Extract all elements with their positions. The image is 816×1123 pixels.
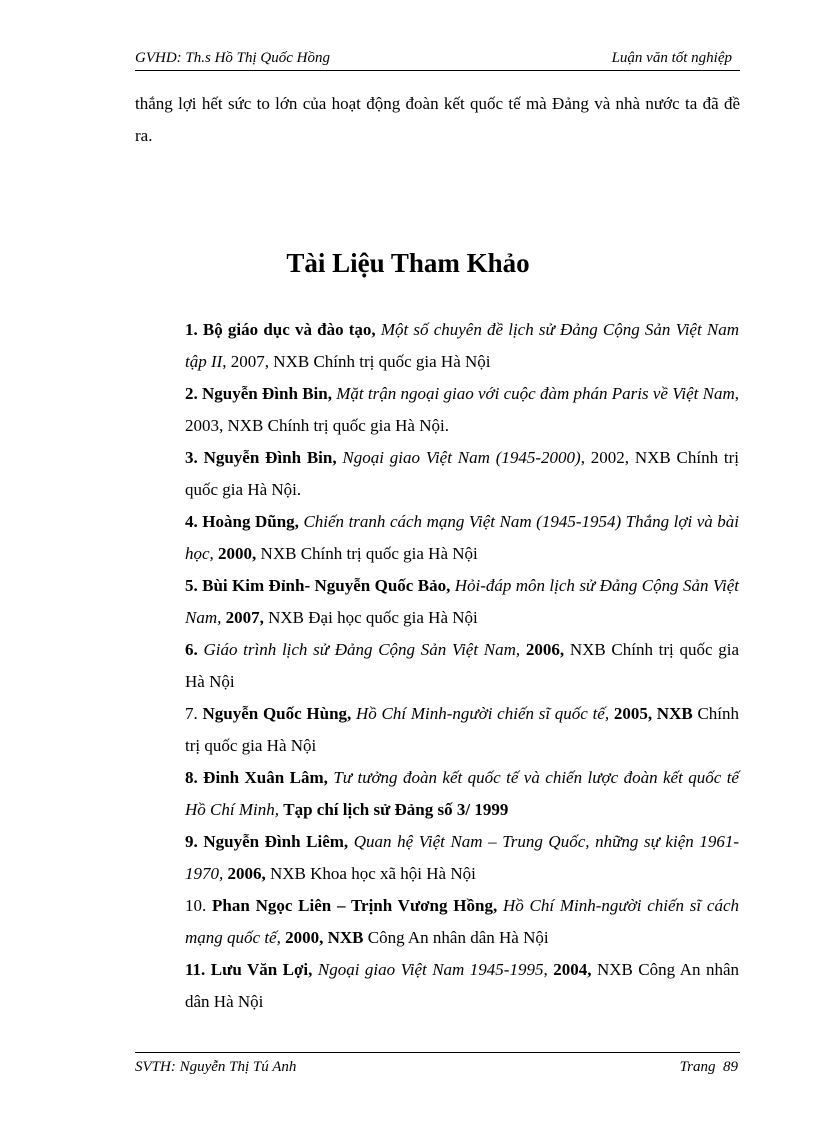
reference-segment: 2000, NXB [285,928,368,947]
reference-segment: 11. Lưu Văn Lợi, [185,960,318,979]
reference-segment: 1. Bộ giáo dục và đào tạo, [185,320,381,339]
reference-segment: 4. Hoàng Dũng, [185,512,304,531]
reference-item [185,826,739,890]
reference-item [185,762,739,826]
reference-segment: NXB Đại học quốc gia Hà Nội [268,608,478,627]
reference-segment: Chiến tranh cách mạng Việt Nam (1945-1954) Thắng lợi và bài học, [185,512,739,563]
reference-item [185,378,739,442]
reference-segment: Một số chuyên đề lịch sử Đảng Cộng Sản Việt Nam tập II [185,320,739,371]
reference-segment: Mặt trận ngoại giao với cuộc đàm phán Paris về Việt Nam [336,384,735,403]
reference-segment: 2005, NXB [613,704,698,723]
footer-author: SVTH: Nguyễn Thị Tú Anh [135,1059,297,1075]
reference-segment: 8. Đinh Xuân Lâm, [185,768,334,787]
reference-segment: 2007, [225,608,269,627]
reference-item [185,506,739,570]
reference-segment: Tư tưởng đoàn kết quốc tế và chiến lược đoàn kết quốc tế Hồ Chí Minh, [185,768,739,819]
reference-segment: , 2003, NXB Chính trị quốc gia Hà Nội. [185,384,739,435]
reference-segment: 6. [185,640,204,659]
reference-item [185,570,739,634]
footer-page-number: Trang 89 [679,1059,738,1075]
page-header [135,48,740,71]
reference-segment: 3. Nguyễn Đình Bin, [185,448,343,467]
reference-segment: 2000, [218,544,261,563]
reference-segment: NXB Công An nhân dân Hà Nội [185,960,739,1011]
reference-segment: NXB Chính trị quốc gia Hà Nội [260,544,478,563]
reference-segment: 7. [185,704,203,723]
reference-segment: Hỏi-đáp môn lịch sử Đảng Cộng Sản Việt Nam, [185,576,739,627]
reference-segment: , 2002, NXB Chính trị quốc gia Hà Nội. [185,448,740,499]
reference-item [185,890,739,954]
reference-segment: 2006, [227,864,270,883]
reference-segment: , 2007, NXB Chính trị quốc gia Hà Nội [222,352,491,371]
reference-segment: 10. [185,896,213,915]
intro-paragraph: thắng lợi hết sức to lớn của hoạt động đoàn kết quốc tế mà Đảng và nhà nước ta đã đề ra. [135,94,740,145]
reference-segment: Tạp chí lịch sử Đảng số 3/ 1999 [283,800,509,819]
reference-item [185,442,739,506]
reference-segment: Công An nhân dân Hà Nội [367,928,549,947]
reference-segment: , [543,960,554,979]
reference-segment: Quan hệ Việt Nam – Trung Quốc, những sự kiện 1961-1970, [185,832,739,883]
page-title: Tài Liệu Tham Khảo [286,248,530,278]
reference-segment: 2006, [525,640,570,659]
reference-segment: Ngoại giao Việt Nam (1945-2000) [342,448,581,467]
reference-segment: 9. Nguyễn Đình Liêm, [185,832,354,851]
reference-item [185,314,739,378]
reference-segment: 2. Nguyễn Đình Bin, [185,384,337,403]
reference-segment: Ngoại giao Việt Nam 1945-1995 [317,960,544,979]
reference-item [185,698,739,762]
reference-segment: Chính trị quốc gia Hà Nội [185,704,739,755]
reference-segment: Phan Ngọc Liên – Trịnh Vương Hồng, [212,896,503,915]
reference-segment: Giáo trình lịch sử Đảng Cộng Sản Việt Nam, [203,640,526,659]
reference-item [185,954,739,1018]
header-advisor: GVHD: Th.s Hồ Thị Quốc Hồng [135,50,330,66]
reference-item [185,634,739,698]
page-footer [135,1052,740,1077]
reference-list [185,314,739,1018]
header-doc-type: Luận văn tốt nghiệp [611,50,732,66]
reference-segment: NXB Khoa học xã hội Hà Nội [270,864,476,883]
reference-segment: Nguyễn Quốc Hùng, [202,704,357,723]
reference-segment: Hồ Chí Minh-người chiến sĩ cách mạng quốc tế, [185,896,739,947]
reference-segment: NXB Chính trị quốc gia Hà Nội [185,640,740,691]
reference-segment: 5. Bùi Kim Đỉnh- Nguyễn Quốc Bảo, [185,576,455,595]
reference-segment: 2004, [553,960,597,979]
reference-segment: Hồ Chí Minh-người chiến sĩ quốc tế, [356,704,614,723]
